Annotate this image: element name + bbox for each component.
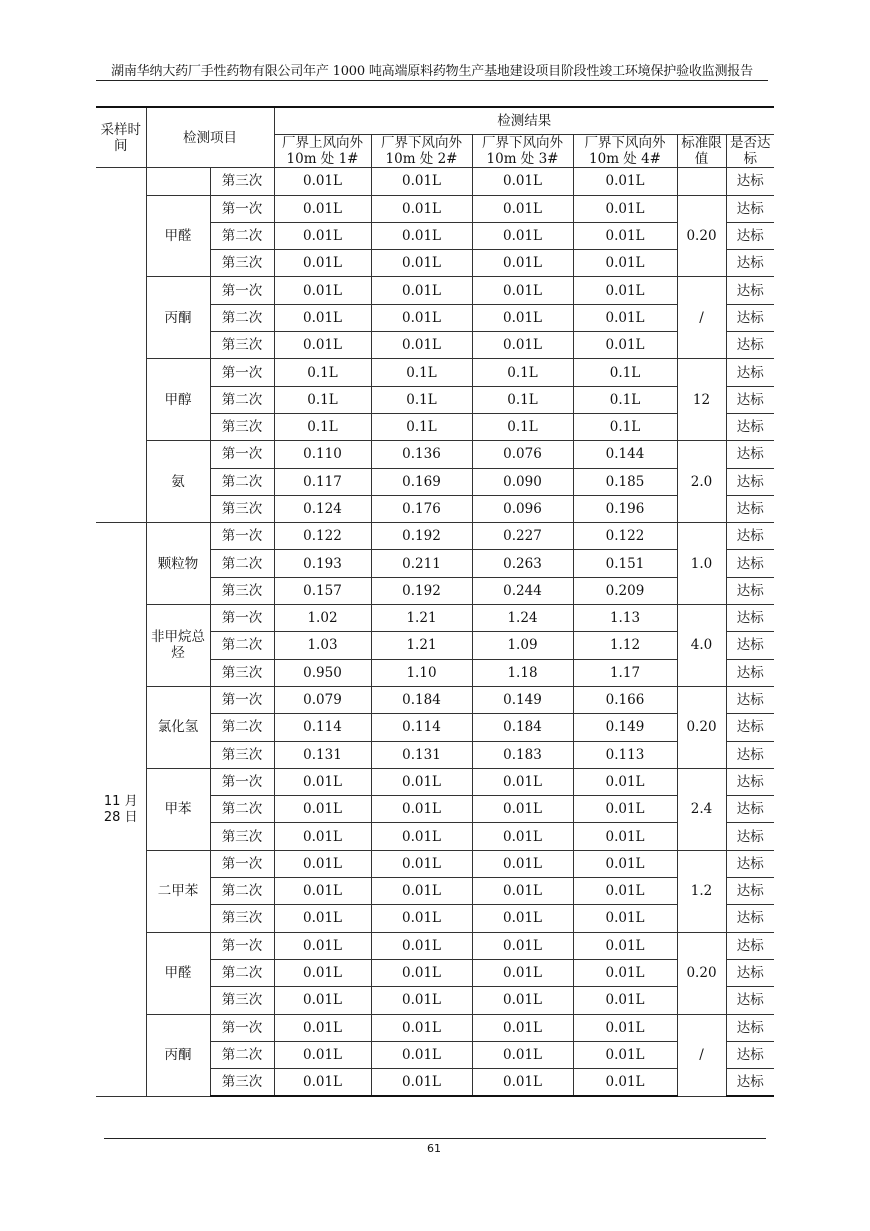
value-cell: 0.01L [573, 850, 677, 877]
value-cell: 0.110 [274, 441, 371, 468]
value-cell: 0.01L [274, 878, 371, 905]
value-cell: 0.01L [274, 250, 371, 277]
round-label: 第三次 [210, 905, 274, 932]
header-site-4: 厂界下风向外 10m 处 4# [573, 135, 677, 168]
report-header-title: 湖南华纳大药厂手性药物有限公司年产 1000 吨高端原料药物生产基地建设项目阶段性竣工环境保护验收监测报告 [111, 64, 753, 79]
compliance-status: 达标 [726, 605, 774, 632]
round-label: 第三次 [210, 413, 274, 440]
compliance-status: 达标 [726, 659, 774, 686]
round-label: 第三次 [210, 823, 274, 850]
value-cell: 0.01L [573, 250, 677, 277]
value-cell: 0.117 [274, 468, 371, 495]
value-cell: 0.209 [573, 577, 677, 604]
value-cell: 0.01L [274, 987, 371, 1014]
value-cell: 0.01L [472, 850, 573, 877]
round-label: 第一次 [210, 932, 274, 959]
value-cell: 0.01L [573, 823, 677, 850]
value-cell: 0.113 [573, 741, 677, 768]
value-cell: 0.185 [573, 468, 677, 495]
table-row [96, 932, 774, 959]
value-cell: 0.01L [472, 905, 573, 932]
compliance-status: 达标 [726, 468, 774, 495]
value-cell: 0.114 [371, 714, 472, 741]
compliance-status: 达标 [726, 768, 774, 795]
value-cell: 0.1L [371, 359, 472, 386]
item-name-blank [146, 168, 210, 195]
value-cell: 1.18 [472, 659, 573, 686]
value-cell: 0.114 [274, 714, 371, 741]
compliance-status: 达标 [726, 386, 774, 413]
item-name: 甲醇 [146, 359, 210, 441]
item-name: 丙酮 [146, 277, 210, 359]
value-cell: 1.12 [573, 632, 677, 659]
compliance-status: 达标 [726, 413, 774, 440]
value-cell: 0.01L [573, 987, 677, 1014]
value-cell: 0.192 [371, 523, 472, 550]
standard-limit: 0.20 [677, 932, 726, 1014]
header-site-1: 厂界上风向外 10m 处 1# [274, 135, 371, 168]
value-cell: 0.01L [274, 823, 371, 850]
item-name: 丙酮 [146, 1014, 210, 1096]
value-cell: 0.01L [573, 1014, 677, 1041]
round-label: 第三次 [210, 1069, 274, 1097]
value-cell: 0.1L [274, 413, 371, 440]
value-cell: 0.193 [274, 550, 371, 577]
value-cell: 1.17 [573, 659, 677, 686]
value-cell: 0.01L [573, 768, 677, 795]
round-label: 第二次 [210, 386, 274, 413]
round-label: 第一次 [210, 195, 274, 222]
value-cell: 0.1L [573, 359, 677, 386]
value-cell: 0.079 [274, 686, 371, 713]
header-sampling-time: 采样时间 [96, 107, 146, 168]
value-cell: 0.01L [274, 850, 371, 877]
value-cell: 0.184 [371, 686, 472, 713]
value-cell: 0.1L [371, 413, 472, 440]
value-cell: 0.122 [274, 523, 371, 550]
value-cell: 0.01L [274, 277, 371, 304]
value-cell: 0.131 [274, 741, 371, 768]
value-cell: 0.196 [573, 495, 677, 522]
value-cell: 0.176 [371, 495, 472, 522]
round-label: 第一次 [210, 523, 274, 550]
value-cell: 0.01L [274, 304, 371, 331]
value-cell: 0.01L [371, 168, 472, 195]
item-name: 甲醛 [146, 932, 210, 1014]
value-cell: 0.01L [274, 1069, 371, 1097]
value-cell: 1.10 [371, 659, 472, 686]
value-cell: 0.211 [371, 550, 472, 577]
header-site-3: 厂界下风向外 10m 处 3# [472, 135, 573, 168]
compliance-status: 达标 [726, 523, 774, 550]
value-cell: 0.01L [371, 850, 472, 877]
value-cell: 1.03 [274, 632, 371, 659]
round-label: 第二次 [210, 878, 274, 905]
value-cell: 0.01L [472, 1014, 573, 1041]
compliance-status: 达标 [726, 550, 774, 577]
value-cell: 0.157 [274, 577, 371, 604]
value-cell: 0.192 [371, 577, 472, 604]
value-cell: 0.01L [371, 959, 472, 986]
value-cell: 0.076 [472, 441, 573, 468]
compliance-status: 达标 [726, 823, 774, 850]
compliance-status: 达标 [726, 1069, 774, 1097]
round-label: 第二次 [210, 632, 274, 659]
round-label: 第二次 [210, 222, 274, 249]
value-cell: 0.01L [573, 959, 677, 986]
monitoring-results-table [96, 106, 774, 1097]
round-label: 第二次 [210, 304, 274, 331]
value-cell: 0.131 [371, 741, 472, 768]
value-cell: 0.01L [573, 1041, 677, 1068]
table-row [96, 195, 774, 222]
item-name: 甲醛 [146, 195, 210, 277]
standard-limit: / [677, 277, 726, 359]
item-name: 甲苯 [146, 768, 210, 850]
value-cell: 0.01L [274, 168, 371, 195]
value-cell: 0.263 [472, 550, 573, 577]
standard-limit: 12 [677, 359, 726, 441]
compliance-status: 达标 [726, 632, 774, 659]
value-cell: 0.01L [274, 332, 371, 359]
value-cell: 0.1L [274, 359, 371, 386]
value-cell: 0.01L [573, 932, 677, 959]
value-cell: 0.01L [472, 1069, 573, 1097]
value-cell: 0.1L [472, 386, 573, 413]
value-cell: 0.01L [573, 168, 677, 195]
value-cell: 1.21 [371, 605, 472, 632]
compliance-status: 达标 [726, 905, 774, 932]
item-name: 氯化氢 [146, 686, 210, 768]
value-cell: 0.01L [573, 905, 677, 932]
compliance-status: 达标 [726, 796, 774, 823]
round-label: 第一次 [210, 686, 274, 713]
header-site-2: 厂界下风向外 10m 处 2# [371, 135, 472, 168]
round-label: 第一次 [210, 277, 274, 304]
round-label: 第二次 [210, 714, 274, 741]
round-label: 第三次 [210, 250, 274, 277]
item-name: 颗粒物 [146, 523, 210, 605]
value-cell: 0.01L [573, 332, 677, 359]
value-cell: 0.01L [573, 304, 677, 331]
header-compliance: 是否达标 [726, 135, 774, 168]
round-label: 第三次 [210, 987, 274, 1014]
round-label: 第三次 [210, 659, 274, 686]
compliance-status: 达标 [726, 195, 774, 222]
table-row [96, 850, 774, 877]
value-cell: 1.24 [472, 605, 573, 632]
round-label: 第一次 [210, 850, 274, 877]
round-label: 第三次 [210, 577, 274, 604]
footer-divider [104, 1138, 766, 1139]
round-label: 第二次 [210, 1041, 274, 1068]
table-row [96, 768, 774, 795]
value-cell: 0.01L [472, 768, 573, 795]
compliance-status: 达标 [726, 878, 774, 905]
item-name: 二甲苯 [146, 850, 210, 932]
round-label: 第三次 [210, 332, 274, 359]
compliance-status: 达标 [726, 1041, 774, 1068]
value-cell: 0.166 [573, 686, 677, 713]
value-cell: 0.01L [371, 250, 472, 277]
value-cell: 0.01L [274, 796, 371, 823]
round-label: 第一次 [210, 441, 274, 468]
compliance-status: 达标 [726, 1014, 774, 1041]
header-divider [96, 80, 768, 81]
round-label: 第一次 [210, 605, 274, 632]
value-cell: 0.01L [371, 823, 472, 850]
compliance-status: 达标 [726, 222, 774, 249]
compliance-status: 达标 [726, 932, 774, 959]
value-cell: 0.01L [371, 1041, 472, 1068]
value-cell: 0.124 [274, 495, 371, 522]
value-cell: 0.01L [472, 250, 573, 277]
value-cell: 0.01L [371, 932, 472, 959]
value-cell: 0.01L [472, 168, 573, 195]
value-cell: 0.01L [573, 222, 677, 249]
value-cell: 0.01L [274, 932, 371, 959]
table-row [96, 523, 774, 550]
value-cell: 0.01L [371, 1069, 472, 1097]
standard-limit: / [677, 1014, 726, 1096]
table-row [96, 441, 774, 468]
sampling-time-blank [96, 168, 146, 523]
value-cell: 0.151 [573, 550, 677, 577]
round-label: 第一次 [210, 359, 274, 386]
compliance-status: 达标 [726, 168, 774, 195]
table-row [96, 277, 774, 304]
value-cell: 0.01L [274, 195, 371, 222]
standard-limit: 4.0 [677, 605, 726, 687]
value-cell: 0.01L [274, 1041, 371, 1068]
value-cell: 0.01L [472, 222, 573, 249]
round-label: 第二次 [210, 796, 274, 823]
value-cell: 0.096 [472, 495, 573, 522]
value-cell: 0.01L [573, 277, 677, 304]
value-cell: 0.01L [371, 195, 472, 222]
compliance-status: 达标 [726, 332, 774, 359]
value-cell: 0.144 [573, 441, 677, 468]
round-label: 第二次 [210, 550, 274, 577]
value-cell: 0.01L [274, 222, 371, 249]
value-cell: 0.01L [472, 332, 573, 359]
value-cell: 0.169 [371, 468, 472, 495]
compliance-status: 达标 [726, 714, 774, 741]
value-cell: 0.01L [472, 1041, 573, 1068]
table-row [96, 1014, 774, 1041]
value-cell: 0.184 [472, 714, 573, 741]
header-standard-limit: 标准限值 [677, 135, 726, 168]
value-cell: 0.01L [371, 1014, 472, 1041]
value-cell: 0.149 [573, 714, 677, 741]
compliance-status: 达标 [726, 686, 774, 713]
compliance-status: 达标 [726, 250, 774, 277]
value-cell: 0.149 [472, 686, 573, 713]
value-cell: 0.01L [371, 222, 472, 249]
standard-limit: 1.0 [677, 523, 726, 605]
table-row [96, 605, 774, 632]
value-cell: 0.1L [472, 359, 573, 386]
value-cell: 0.227 [472, 523, 573, 550]
value-cell: 0.01L [371, 277, 472, 304]
standard-limit: 2.0 [677, 441, 726, 523]
value-cell: 0.01L [274, 959, 371, 986]
compliance-status: 达标 [726, 959, 774, 986]
round-label: 第三次 [210, 168, 274, 195]
value-cell: 0.01L [472, 277, 573, 304]
value-cell: 0.090 [472, 468, 573, 495]
compliance-status: 达标 [726, 577, 774, 604]
value-cell: 0.01L [472, 823, 573, 850]
compliance-status: 达标 [726, 277, 774, 304]
value-cell: 0.1L [573, 386, 677, 413]
header-test-results: 检测结果 [274, 107, 774, 135]
table-row [96, 168, 774, 195]
value-cell: 0.01L [274, 1014, 371, 1041]
value-cell: 0.1L [573, 413, 677, 440]
round-label: 第二次 [210, 468, 274, 495]
value-cell: 0.01L [371, 768, 472, 795]
standard-limit: 2.4 [677, 768, 726, 850]
table-row [96, 359, 774, 386]
value-cell: 0.01L [472, 796, 573, 823]
compliance-status: 达标 [726, 850, 774, 877]
item-name: 氨 [146, 441, 210, 523]
value-cell: 0.1L [371, 386, 472, 413]
round-label: 第三次 [210, 741, 274, 768]
compliance-status: 达标 [726, 304, 774, 331]
compliance-status: 达标 [726, 441, 774, 468]
standard-limit: 0.20 [677, 195, 726, 277]
round-label: 第一次 [210, 1014, 274, 1041]
value-cell: 1.21 [371, 632, 472, 659]
value-cell: 0.01L [573, 878, 677, 905]
standard-limit: 1.2 [677, 850, 726, 932]
value-cell: 0.01L [472, 932, 573, 959]
value-cell: 0.01L [472, 959, 573, 986]
value-cell: 0.244 [472, 577, 573, 604]
value-cell: 0.01L [472, 304, 573, 331]
item-name: 非甲烷总烃 [146, 605, 210, 687]
value-cell: 0.01L [573, 796, 677, 823]
value-cell: 0.183 [472, 741, 573, 768]
value-cell: 0.01L [371, 796, 472, 823]
value-cell: 0.1L [472, 413, 573, 440]
value-cell: 0.01L [371, 905, 472, 932]
value-cell: 1.13 [573, 605, 677, 632]
compliance-status: 达标 [726, 741, 774, 768]
value-cell: 0.950 [274, 659, 371, 686]
value-cell: 0.01L [472, 987, 573, 1014]
compliance-status: 达标 [726, 495, 774, 522]
header-test-item: 检测项目 [146, 107, 274, 168]
value-cell: 0.01L [371, 332, 472, 359]
value-cell: 0.01L [371, 878, 472, 905]
value-cell: 0.01L [274, 768, 371, 795]
compliance-status: 达标 [726, 359, 774, 386]
value-cell: 0.01L [573, 1069, 677, 1097]
value-cell: 0.1L [274, 386, 371, 413]
value-cell: 1.09 [472, 632, 573, 659]
sampling-date: 11 月 28 日 [96, 523, 146, 1097]
value-cell: 0.01L [274, 905, 371, 932]
round-label: 第一次 [210, 768, 274, 795]
value-cell: 0.01L [472, 878, 573, 905]
limit-blank [677, 168, 726, 195]
value-cell: 0.136 [371, 441, 472, 468]
compliance-status: 达标 [726, 987, 774, 1014]
round-label: 第三次 [210, 495, 274, 522]
value-cell: 1.02 [274, 605, 371, 632]
value-cell: 0.01L [371, 304, 472, 331]
value-cell: 0.122 [573, 523, 677, 550]
round-label: 第二次 [210, 959, 274, 986]
value-cell: 0.01L [573, 195, 677, 222]
value-cell: 0.01L [472, 195, 573, 222]
page-number: 61 [427, 1142, 441, 1155]
table-row [96, 686, 774, 713]
standard-limit: 0.20 [677, 686, 726, 768]
value-cell: 0.01L [371, 987, 472, 1014]
